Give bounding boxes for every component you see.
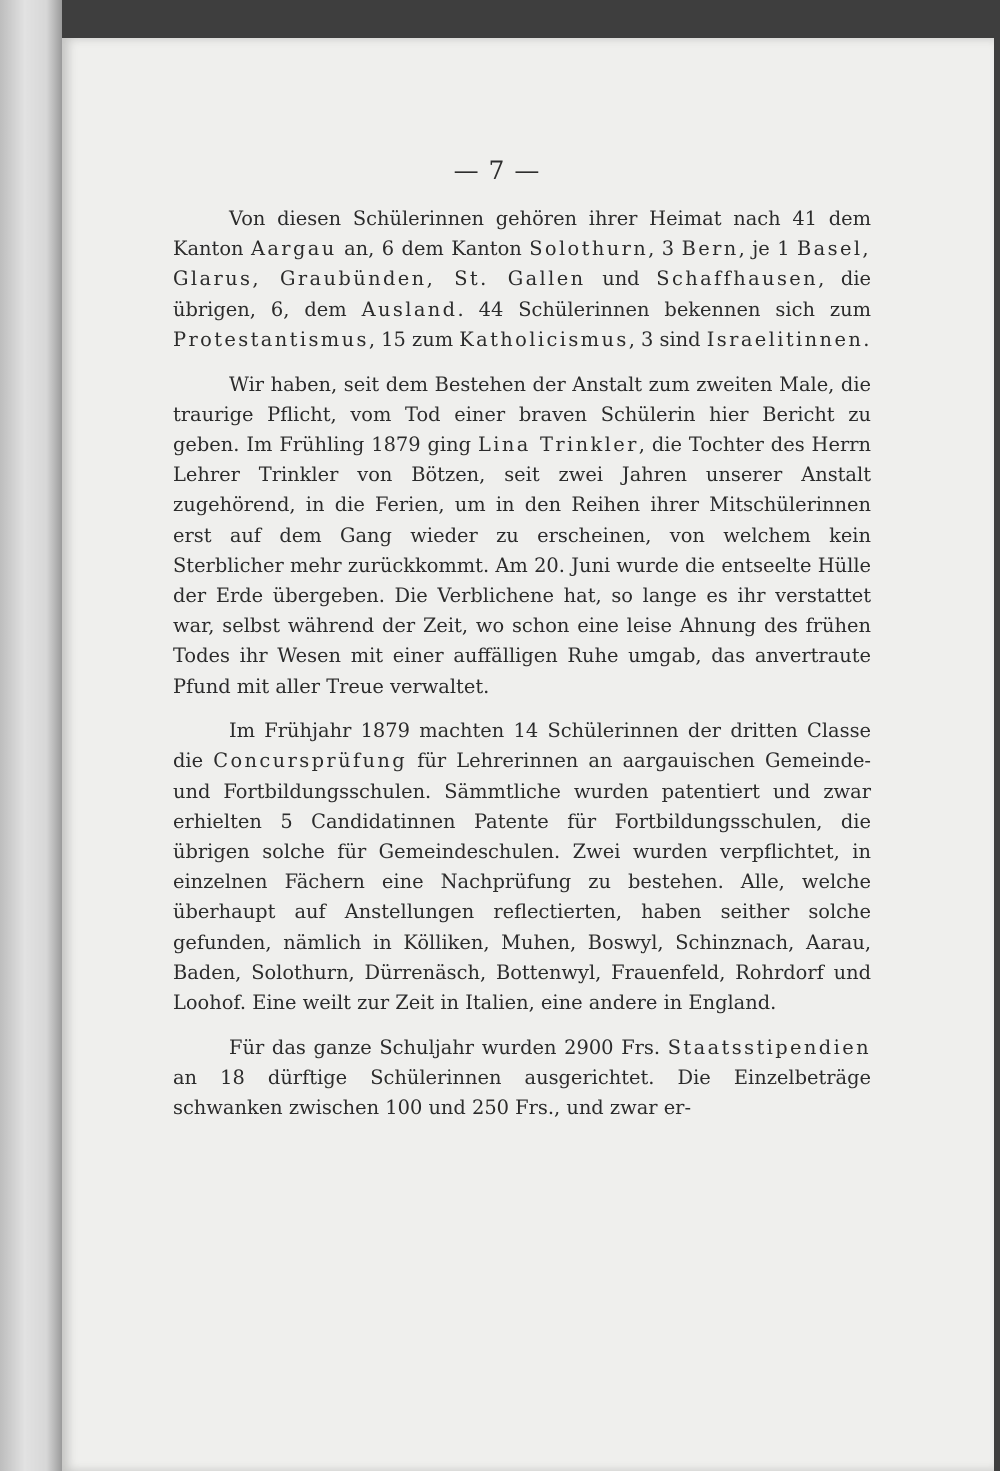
text-run: , die Tochter des Herrn Lehrer Trinkler von Bötzen, seit zwei Jahren unserer Anstalt zugehörend, in die Ferien, um in den Reihen ihrer Mitschülerinnen erst auf dem Gang wieder zu erscheinen, von welchem kein Sterblicher mehr zurückkommt. Am 20. Juni wurde die entseelte Hülle der Erde übergeben. Die Verblichene hat, so lange es ihr verstattet war, selbst während der Zeit, wo schon eine leise Ahnung des frühen Todes ihr Wesen mit einer auffälligen Ruhe umgab, das anvertraute Pfund mit aller Treue verwaltet. [173, 432, 871, 698]
paragraph [173, 1033, 871, 1124]
emphasized-text: Lina Trinkler [477, 432, 639, 456]
paragraph [173, 716, 871, 1018]
emphasized-text: Ausland [361, 297, 458, 321]
text-run: , 3 sind [628, 327, 707, 351]
text-run: Von diesen Schülerinnen gehören ihrer Heimat nach 41 dem Kanton [173, 207, 871, 261]
text-run: , 3 [648, 237, 682, 261]
text-run: und [585, 267, 657, 291]
text-run: , je 1 [738, 237, 797, 261]
page-sheet [62, 38, 994, 1471]
text-run: , 15 zum [368, 327, 460, 351]
emphasized-text: Solothurn [529, 237, 649, 261]
emphasized-text: Staatsstipendien [667, 1035, 871, 1059]
text-run: Für das ganze Schuljahr wurden 2900 Frs. [229, 1035, 668, 1059]
paragraph [173, 204, 871, 355]
text-run: für Lehrerinnen an aargauischen Gemeinde- und Fortbildungsschulen. Sämmtliche wurden patentiert und zwar erhielten 5 Candidatinnen Patente für Fortbildungsschulen, die übrigen solche für Gemeindeschulen. Zwei wurden verpflichtet, in einzelnen Fächern eine Nachprüfung zu bestehen. Alle, welche überhaupt auf Anstellungen reflectierten, haben seither solche gefunden, nämlich in Kölliken, Muhen, Boswyl, Schinznach, Aarau, Baden, Solothurn, Dürrenäsch, Bottenwyl, Frauenfeld, Rohrdorf und Loohof. Eine weilt zur Zeit in Italien, eine andere in England. [173, 749, 871, 1015]
text-run: Wir haben, seit dem Bestehen der Anstalt zum zweiten Male, die traurige Pflicht, vom Tod einer braven Schülerin hier Bericht zu geben. Im Frühling 1879 ging [173, 372, 871, 456]
emphasized-text: Israelitinnen [706, 327, 864, 351]
text-run: an 18 dürftige Schülerinnen ausgerichtet. Die Einzelbeträge schwanken zwischen 100 und 250 Frs., und zwar er- [173, 1065, 871, 1120]
emphasized-text: Bern [681, 237, 739, 261]
emphasized-text: Concursprüfung [213, 749, 408, 773]
previous-page-edge [0, 0, 62, 1471]
emphasized-text: Basel, Glarus, Graubünden, St. Gallen [173, 237, 871, 291]
text-run: . 44 Schülerinnen bekennen sich zum [457, 297, 871, 321]
paragraph [173, 370, 871, 702]
body-text [173, 204, 871, 1123]
emphasized-text: Katholicismus [459, 327, 629, 351]
page-number: — 7 — [453, 156, 541, 185]
emphasized-text: Protestantismus [173, 327, 369, 351]
text-run: , die übrigen, 6, dem [173, 267, 872, 321]
text-run: an, 6 dem Kanton [336, 237, 530, 261]
emphasized-text: Schaffhausen [656, 267, 819, 291]
text-run: . [863, 327, 870, 351]
emphasized-text: Aargau [250, 237, 337, 261]
text-run: Im Frühjahr 1879 machten 14 Schülerinnen der dritten Classe die [173, 719, 871, 773]
